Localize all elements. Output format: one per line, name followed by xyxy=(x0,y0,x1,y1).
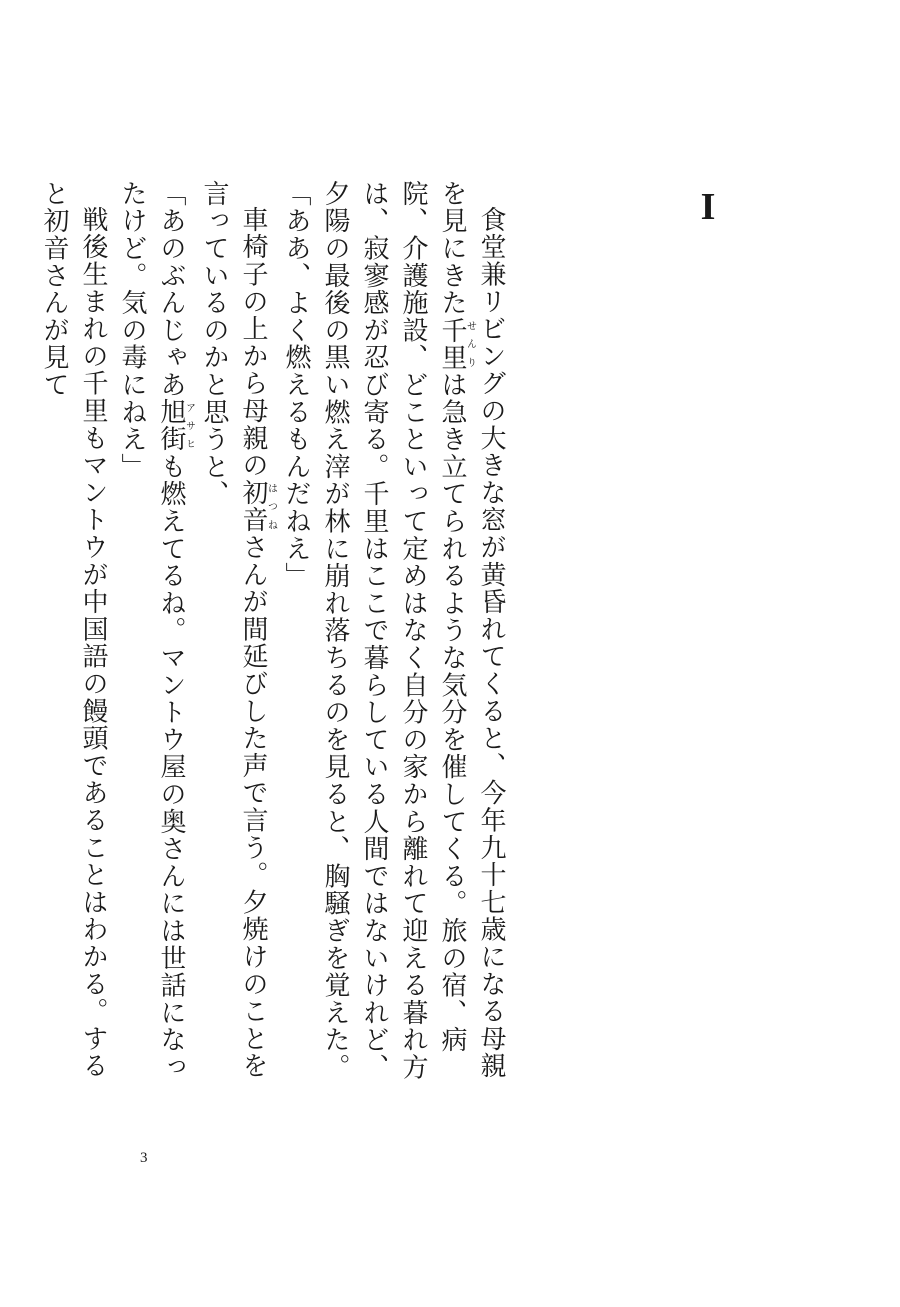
ruby-base: 初音 xyxy=(238,479,268,534)
text-run: 戦後生まれの千里もマントウが中国語の饅頭であることはわかる。すると初音さんが見て xyxy=(39,180,108,1080)
text-run: 食堂兼リビングの大きな窓が黄昏れてくると、今年九十七歳になる母親を見にきた xyxy=(437,180,506,1080)
ruby-base: 旭街 xyxy=(156,398,186,454)
ruby-annotated-word xyxy=(437,316,476,372)
body-text xyxy=(39,180,510,1100)
ruby-reading: はつね xyxy=(265,479,277,534)
dialogue-paragraph xyxy=(112,180,194,1100)
text-run: 「あのぶんじゃあ xyxy=(156,180,186,399)
narrative-paragraph xyxy=(315,180,510,1100)
ruby-base: 千里 xyxy=(437,316,467,372)
ruby-reading: アサヒ xyxy=(183,398,195,453)
narrative-paragraph xyxy=(194,180,276,1100)
ruby-reading: せんり xyxy=(464,316,476,372)
ruby-annotated-word xyxy=(238,479,277,534)
dialogue-paragraph xyxy=(276,180,315,1100)
text-run: も燃えてるね。マントウ屋の奥さんには世話になったけど。気の毒にねえ」 xyxy=(117,180,186,1081)
narrative-paragraph xyxy=(34,180,112,1100)
text-run: 「ああ、よく燃えるもんだねえ」 xyxy=(281,180,311,590)
ruby-annotated-word xyxy=(156,398,195,454)
chapter-number: I xyxy=(700,186,716,228)
text-run: は急き立てられるような気分を催してくる。旅の宿、病院、介護施設、どこといって定めはなく自分の家から離れて迎える暮れ方は、寂寥感が忍び寄る。千里はここで暮らしている人間ではないけれど、夕陽の最後の黒い燃え滓が林に崩れ落ちるのを見ると、胸騒ぎを覚えた。 xyxy=(320,180,467,1081)
text-run: 車椅子の上から母親の xyxy=(238,206,268,479)
text-run: さんが間延びした声で言う。夕焼けのことを言っているのかと思うと、 xyxy=(199,180,268,1080)
page-number: 3 xyxy=(140,1150,148,1166)
